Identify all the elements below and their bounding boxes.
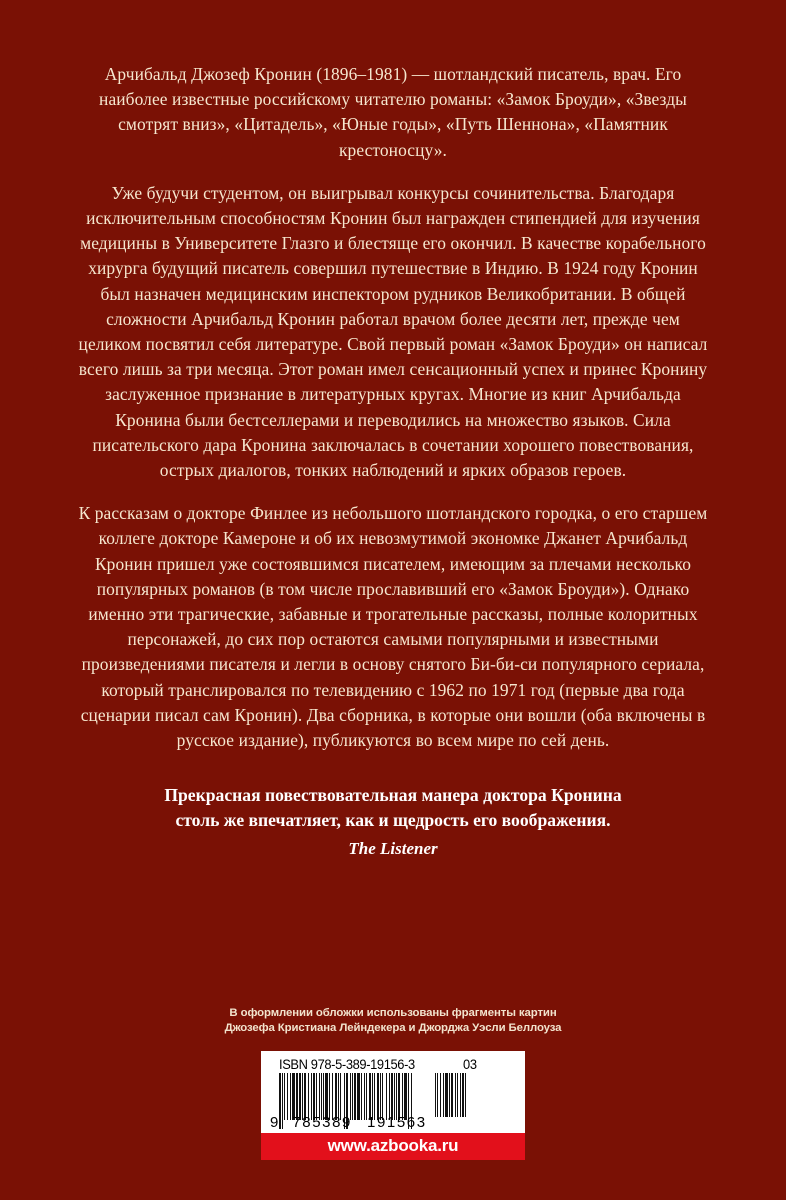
isbn-label: ISBN 978-5-389-19156-3 [279,1056,415,1072]
quote-source: The Listener [348,839,438,859]
blurb-paragraph-2: Уже будучи студентом, он выигрывал конкурсы сочинительства. Благодаря исключительным способностям Кронин был награжден стипендией для изучения медицины в Университете Глазго и блестяще его окончил. В качестве корабельного хирурга будущий писатель совершил путешествие в Индию. В 1924 году Кронин был назначен медицинским инспектором рудников Великобритании. В общей сложности Арчибальд Кронин работал врачом более десяти лет, прежде чем целиком посвятил себя литературе. Свой первый роман «Замок Броуди» он написал всего лишь за три месяца. Этот роман имел сенсационный успех и принес Кронину заслуженное признание в литературных кругах. Многие из книг Арчибальда Кронина были бестселлерами и переводились на множество языков. Сила писательского дара Кронина заключалась в сочетании хорошего повествования, острых диалогов, тонких наблюдений и ярких образов героев. [78,182,708,481]
credits-line-2: Джозефа Кристиана Лейндекера и Джорджа Уэсли Беллоуза [224,1022,562,1034]
blurb-paragraph-1: Арчибальд Джозеф Кронин (1896–1981) — шотландский писатель, врач. Его наиболее известные российскому читателю романы: «Замок Броуди», «Звезды смотрят вниз», «Цитадель», «Юные годы», «Путь Шеннона», «Памятник крестоносцу». [99,64,687,160]
publisher-website-bar[interactable] [261,1133,525,1160]
ean-lead-digit: 9 [270,1114,279,1131]
ean-left-digits: 785389 [292,1114,352,1131]
pull-quote [83,753,703,861]
cover-art-credits [113,1006,673,1036]
quote-line-2: столь же впечатляет, как и щедрость его воображения. [175,810,611,831]
publisher-website-label: www.azbooka.ru [327,1136,459,1155]
credits-line-1: В оформлении обложки использованы фрагменты картин [229,1007,557,1019]
ean-digits-row [267,1115,519,1131]
blurb-paragraph-3: К рассказам о докторе Финлее из небольшого шотландского городка, о его старшем коллеге докторе Камероне и об их невозмутимой экономке Джанет Арчибальд Кронин пришел уже состоявшимся писателем, имеющим за плечами несколько популярных романов (в том числе прославивший его «Замок Броуди»). Однако именно эти трагические, забавные и трогательные рассказы, полные колоритных персонажей, до сих пор остаются самыми популярными и известными произведениями писателя и легли в основу снятого Би-би-си популярного сериала, который транслировался по телевидению с 1962 по 1971 год (первые два года сценарии писал сам Кронин). Два сборника, в которые они вошли (оба включены в русское издание), публикуются во всем мире по сей день. [78,503,708,751]
barcode-card [261,1051,525,1133]
ean-right-digits: 191563 [367,1114,427,1131]
barcode-block [261,1051,525,1160]
ean-addon-bars [435,1073,467,1117]
quote-line-1: Прекрасная повествовательная манера доктора Кронина [164,785,622,806]
isbn-row [267,1056,519,1073]
blurb-section [73,0,713,753]
isbn-addon-label: 03 [462,1056,477,1072]
